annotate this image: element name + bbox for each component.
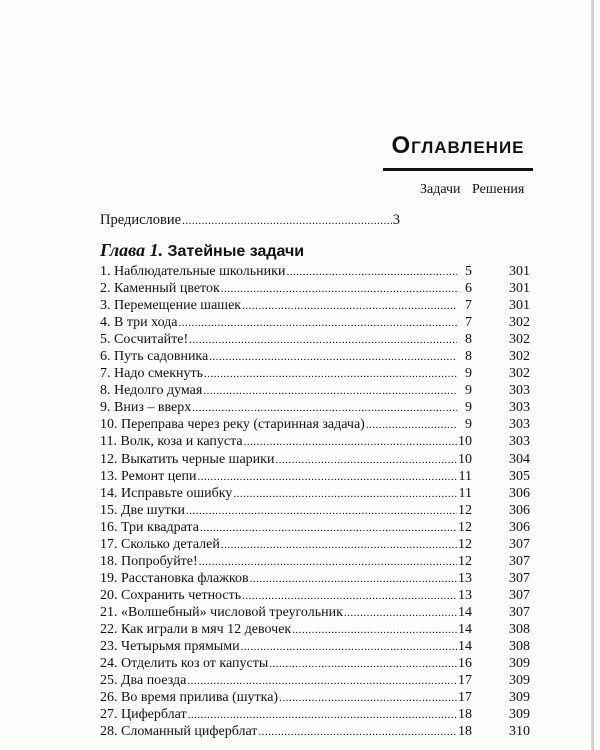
dot-leader xyxy=(182,215,392,227)
entry-title: 16. Три квадрата xyxy=(100,519,199,535)
solution-page-number: 302 xyxy=(509,332,530,348)
solution-page-number: 306 xyxy=(509,502,530,518)
toc-entry[interactable] xyxy=(100,348,530,365)
task-page-number: 10 xyxy=(458,451,472,467)
entry-title: 28. Сломанный циферблат xyxy=(100,724,258,740)
dot-leader xyxy=(200,520,457,537)
dot-leader xyxy=(275,452,457,469)
dot-leader xyxy=(286,264,457,281)
dot-leader xyxy=(233,486,457,503)
task-page-number: 12 xyxy=(458,536,472,552)
solution-page-number: 302 xyxy=(509,349,530,365)
task-page-number: 11 xyxy=(458,485,472,501)
dot-leader xyxy=(241,639,457,656)
entry-title: 11. Волк, коза и капуста xyxy=(100,434,243,450)
solution-page-number: 307 xyxy=(509,553,530,569)
toc-entry[interactable] xyxy=(100,416,530,433)
task-page-number: 11 xyxy=(458,468,472,484)
dot-leader xyxy=(189,332,457,349)
entry-title: 5. Сосчитайте! xyxy=(100,332,189,348)
toc-entry[interactable] xyxy=(100,604,530,621)
entry-title: 23. Четырьмя прямыми xyxy=(100,639,240,655)
solution-page-number: 306 xyxy=(509,485,530,501)
toc-entry[interactable] xyxy=(100,536,530,553)
entry-title: 27. Циферблат xyxy=(100,707,187,723)
solution-page-number: 303 xyxy=(509,417,530,433)
entry-title: 17. Сколько деталей xyxy=(100,536,220,552)
task-page-number: 10 xyxy=(458,434,472,450)
task-page-number: 5 xyxy=(465,264,472,279)
entry-title: 9. Вниз – вверх xyxy=(100,400,192,416)
dot-leader xyxy=(258,724,457,741)
task-page-number: 9 xyxy=(465,400,472,416)
toc-entry[interactable] xyxy=(100,638,530,655)
entry-title: 12. Выкатить черные шарики xyxy=(100,451,275,467)
entry-title: 1. Наблюдательные школьники xyxy=(100,264,286,279)
dot-leader xyxy=(221,281,457,298)
task-page-number: 9 xyxy=(465,366,472,382)
task-page-number: 17 xyxy=(458,690,472,706)
dot-leader xyxy=(279,690,457,707)
title-underline xyxy=(383,168,533,171)
tasks-column-header: Задачи xyxy=(420,182,461,197)
entry-title: 6. Путь садовника xyxy=(100,349,209,365)
preface-label: Предисловие xyxy=(100,212,182,228)
toc-entry[interactable] xyxy=(100,280,530,297)
toc-entry[interactable] xyxy=(100,621,530,638)
task-page-number: 14 xyxy=(458,639,472,655)
entry-title: 22. Как играли в мяч 12 девочек xyxy=(100,621,292,637)
solutions-column-header: Решения xyxy=(472,182,525,197)
task-page-number: 12 xyxy=(458,502,472,518)
dot-leader xyxy=(199,554,457,571)
solution-page-number: 308 xyxy=(509,639,530,655)
task-page-number: 17 xyxy=(458,673,472,689)
task-page-number: 12 xyxy=(458,519,472,535)
chapter-name: Затейные задачи xyxy=(167,243,305,260)
solution-page-number: 301 xyxy=(509,281,530,297)
solution-page-number: 310 xyxy=(509,724,530,740)
solution-page-number: 302 xyxy=(509,315,530,331)
task-page-number: 6 xyxy=(465,281,472,297)
entry-title: 10. Переправа через реку (старинная задача) xyxy=(100,417,365,433)
dot-leader xyxy=(269,656,457,673)
toc-entry[interactable] xyxy=(100,433,530,450)
toc-entry[interactable] xyxy=(100,382,530,399)
solution-page-number: 307 xyxy=(509,536,530,552)
toc-entry[interactable] xyxy=(100,399,530,416)
toc-entry[interactable] xyxy=(100,706,530,723)
dot-leader xyxy=(188,707,457,724)
dot-leader xyxy=(244,434,457,451)
solution-page-number: 309 xyxy=(509,656,530,672)
toc-entry[interactable] xyxy=(100,587,530,604)
entry-title: 2. Каменный цветок xyxy=(100,281,220,297)
solution-page-number: 306 xyxy=(509,519,530,535)
entry-title: 21. «Волшебный» числовой треугольник xyxy=(100,604,343,620)
preface-entry[interactable] xyxy=(100,212,400,229)
toc-entry[interactable] xyxy=(100,297,530,314)
dot-leader xyxy=(204,366,457,383)
entry-title: 20. Сохранить четность xyxy=(100,587,242,603)
dot-leader xyxy=(221,537,457,554)
solution-page-number: 309 xyxy=(509,690,530,706)
task-page-number: 13 xyxy=(458,587,472,603)
task-page-number: 13 xyxy=(458,570,472,586)
dot-leader xyxy=(187,673,457,690)
solution-page-number: 305 xyxy=(509,468,530,484)
page-edge xyxy=(591,0,594,750)
dot-leader xyxy=(366,417,457,434)
solution-page-number: 303 xyxy=(509,400,530,416)
toc-entry[interactable] xyxy=(100,468,530,485)
toc-entry[interactable] xyxy=(100,689,530,706)
chapter-heading xyxy=(100,240,304,261)
toc-entry[interactable] xyxy=(100,263,530,280)
solution-page-number: 307 xyxy=(509,587,530,603)
task-page-number: 9 xyxy=(465,417,472,433)
task-page-number: 8 xyxy=(465,332,472,348)
dot-leader xyxy=(203,383,457,400)
task-page-number: 12 xyxy=(458,553,472,569)
dot-leader xyxy=(179,315,457,332)
toc-entry[interactable] xyxy=(100,672,530,689)
task-page-number: 9 xyxy=(465,383,472,399)
entry-title: 13. Ремонт цепи xyxy=(100,468,197,484)
task-page-number: 14 xyxy=(458,621,472,637)
entry-title: 3. Перемещение шашек xyxy=(100,298,242,314)
dot-leader xyxy=(242,298,457,315)
toc-entry[interactable] xyxy=(100,485,530,502)
entry-title: 24. Отделить коз от капусты xyxy=(100,656,269,672)
toc-entry[interactable] xyxy=(100,451,530,468)
solution-page-number: 304 xyxy=(509,451,530,467)
entry-title: 25. Два поезда xyxy=(100,673,187,689)
column-headers xyxy=(420,182,524,198)
solution-page-number: 309 xyxy=(509,707,530,723)
entry-title: 26. Во время прилива (шутка) xyxy=(100,690,279,706)
dot-leader xyxy=(242,588,457,605)
page-title: Оглавление xyxy=(391,132,525,159)
task-page-number: 7 xyxy=(465,315,472,331)
solution-page-number: 301 xyxy=(509,264,530,279)
solution-page-number: 309 xyxy=(509,673,530,689)
toc-entry[interactable] xyxy=(100,331,530,348)
entry-title: 14. Исправьте ошибку xyxy=(100,485,233,501)
dot-leader xyxy=(209,349,457,366)
entry-title: 8. Недолго думая xyxy=(100,383,203,399)
solution-page-number: 301 xyxy=(509,298,530,314)
solution-page-number: 303 xyxy=(509,383,530,399)
task-page-number: 18 xyxy=(458,707,472,723)
toc-entry[interactable] xyxy=(100,655,530,672)
preface-page: 3 xyxy=(392,212,400,228)
entry-title: 4. В три хода xyxy=(100,315,178,331)
solution-page-number: 303 xyxy=(509,434,530,450)
entry-title: 7. Надо смекнуть xyxy=(100,366,204,382)
dot-leader xyxy=(186,503,457,520)
toc-entry[interactable] xyxy=(100,365,530,382)
task-page-number: 18 xyxy=(458,724,472,740)
toc-entry[interactable] xyxy=(100,502,530,519)
toc-entry[interactable] xyxy=(100,570,530,587)
solution-page-number: 302 xyxy=(509,366,530,382)
entry-title: 18. Попробуйте! xyxy=(100,553,198,569)
dot-leader xyxy=(197,469,457,486)
solution-page-number: 307 xyxy=(509,604,530,620)
task-page-number: 8 xyxy=(465,349,472,365)
toc-entry[interactable] xyxy=(100,314,530,331)
dot-leader xyxy=(192,400,457,417)
toc-list xyxy=(100,263,530,740)
dot-leader xyxy=(250,571,457,588)
toc-entry[interactable] xyxy=(100,519,530,536)
entry-title: 15. Две шутки xyxy=(100,502,185,518)
task-page-number: 14 xyxy=(458,604,472,620)
dot-leader xyxy=(292,622,457,639)
toc-entry[interactable] xyxy=(100,723,530,740)
solution-page-number: 307 xyxy=(509,570,530,586)
solution-page-number: 308 xyxy=(509,621,530,637)
task-page-number: 7 xyxy=(465,298,472,314)
task-page-number: 16 xyxy=(458,656,472,672)
entry-title: 19. Расстановка флажков xyxy=(100,570,249,586)
dot-leader xyxy=(344,605,457,622)
chapter-number: Глава 1. xyxy=(100,240,164,260)
toc-entry[interactable] xyxy=(100,553,530,570)
